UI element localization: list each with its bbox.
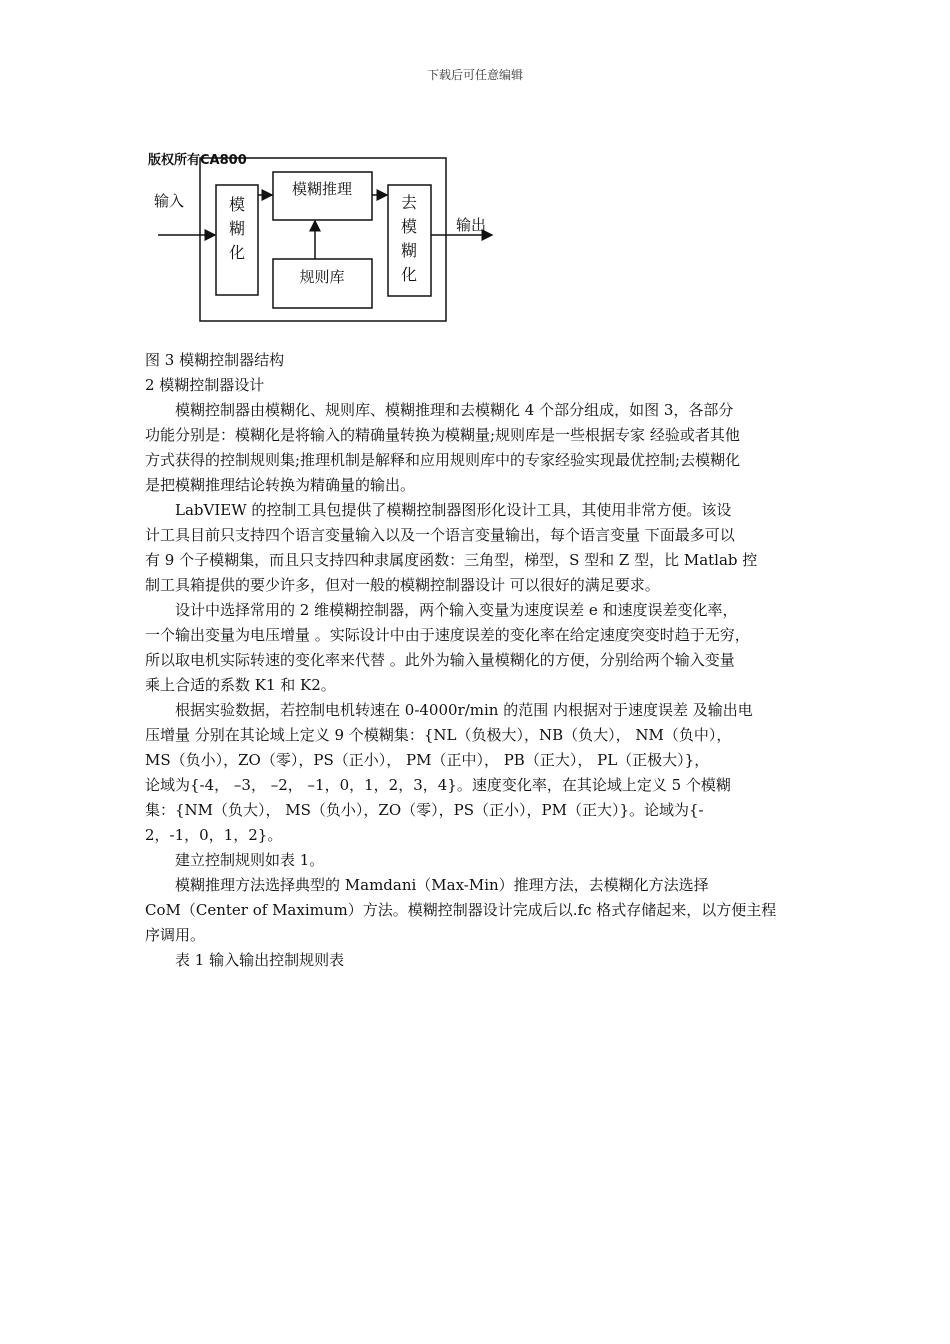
table-caption: 表 1 输入输出控制规则表 (175, 951, 345, 969)
text-line: 集：{NM（负大）， MS（负小），ZO（零），PS（正小），PM（正大）}。论域为{- (145, 801, 704, 819)
paragraph-2 (145, 498, 813, 598)
text-line: 计工具目前只支持四个语言变量输入以及一个语言变量输出，每个语言变量 下面最多可以 (145, 526, 735, 544)
text-line: MS（负小），ZO（零），PS（正小）， PM（正中）， PB（正大）， PL（正极大）}， (145, 751, 710, 769)
fuzzy-controller-diagram (140, 148, 510, 328)
text-line: CoM（Center of Maximum）方法。模糊控制器设计完成后以.fc 格式存储起来，以方便主程 (145, 901, 777, 919)
paragraph-3 (145, 598, 813, 698)
defuzzify-char: 化 (400, 265, 418, 284)
input-label: 输入 (154, 192, 185, 210)
paragraph-4 (145, 698, 813, 848)
inference-label: 模糊推理 (291, 180, 353, 198)
fuzzify-char: 化 (228, 243, 246, 262)
text-line: 设计中选择常用的 2 维模糊控制器，两个输入变量为速度误差 e 和速度误差变化率， (175, 601, 738, 619)
text-line: 功能分别是：模糊化是将输入的精确量转换为模糊量;规则库是一些根据专家 经验或者其他 (145, 426, 740, 444)
watermark-text: 版权所有CA800 (148, 153, 247, 168)
output-label: 输出 (456, 216, 487, 234)
text-line: 压增量 分别在其论域上定义 9 个模糊集：{NL（负极大），NB（负大）， NM（负中）， (145, 726, 732, 744)
fuzzify-char: 糊 (228, 219, 246, 238)
section-title: 2 模糊控制器设计 (145, 376, 265, 394)
text-line: 有 9 个子模糊集，而且只支持四种隶属度函数：三角型，梯型，S 型和 Z 型，比 Matlab 控 (145, 551, 758, 569)
text-line: 一个输出变量为电压增量 。实际设计中由于速度误差的变化率在给定速度突变时趋于无穷， (145, 626, 750, 644)
paragraph-1 (145, 398, 813, 498)
page-header: 下载后可任意编辑 (426, 68, 523, 82)
text-line: 制工具箱提供的要少许多，但对一般的模糊控制器设计 可以很好的满足要求。 (145, 576, 660, 594)
text-line: 根据实验数据，若控制电机转速在 0-4000r/min 的范围 内根据对于速度误差 及输出电 (175, 701, 753, 719)
defuzzify-char: 模 (400, 217, 418, 236)
text-line: 模糊推理方法选择典型的 Mamdani（Max-Min）推理方法，去模糊化方法选择 (175, 876, 709, 894)
diagram-svg (140, 148, 510, 328)
defuzzify-char: 糊 (400, 241, 418, 260)
figure-caption: 图 3 模糊控制器结构 (145, 351, 285, 369)
paragraph-6 (145, 873, 813, 948)
text-line: 所以取电机实际转速的变化率来代替 。此外为输入量模糊化的方便，分别给两个输入变量 (145, 651, 735, 669)
text-line: 论域为{-4， –3， –2， –1，0，1，2，3，4}。速度变化率，在其论域上定义 5 个模糊 (145, 776, 731, 794)
text-line: 2，-1，0，1，2}。 (145, 826, 283, 844)
document-body (145, 348, 813, 973)
text-line: LabVIEW 的控制工具包提供了模糊控制器图形化设计工具，其使用非常方便。该设 (175, 501, 732, 519)
text-line: 序调用。 (145, 926, 206, 944)
text-line: 乘上合适的系数 K1 和 K2。 (145, 676, 336, 694)
text-line: 方式获得的控制规则集;推理机制是解释和应用规则库中的专家经验实现最优控制;去模糊化 (145, 451, 741, 469)
text-line: 模糊控制器由模糊化、规则库、模糊推理和去模糊化 4 个部分组成，如图 3，各部分 (175, 401, 734, 419)
paragraph-5: 建立控制规则如表 1。 (175, 851, 325, 869)
defuzzify-char: 去 (400, 193, 418, 212)
fuzzify-char: 模 (228, 195, 246, 214)
text-line: 是把模糊推理结论转换为精确量的输出。 (145, 476, 416, 494)
rule-base-label: 规则库 (299, 268, 345, 286)
